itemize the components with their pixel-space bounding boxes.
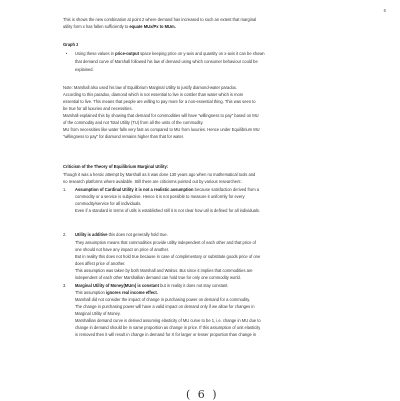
list-item-line: But in reality this does not hold true because in case of complimentary or substitute goods price of one — [75, 254, 261, 259]
paragraph-line: utility form x has fallen sufficiently to equate MUx/Px to MUm. — [63, 24, 176, 29]
note-line: Marshall explained this by showing that demand for commodities will have "willingness to pay" based on MU — [63, 113, 259, 118]
bullet-marker: • — [66, 51, 68, 56]
graph-heading: Graph 2 — [63, 42, 79, 47]
list-number: 1. — [63, 187, 67, 192]
list-item-line: Even if a standard in terms of utils is established still it is not clear how util is defined for all individuals. — [75, 208, 260, 213]
list-item-line: Marginal Utility of Money(MUm) is constant but in reality it does not stay constant. — [75, 283, 229, 288]
list-item-line: They assumption means that commodities provide utility independent of each other and that price of — [75, 240, 256, 245]
list-item-line: Marshallian demand curve is derived assuming elasticity of MU curve to be 1, i.e. change in MU due to — [75, 318, 261, 323]
list-item-line: independent of each other Marshallian demand can hold true for only one commodity world. — [75, 275, 241, 280]
bullet-line: Using these values in price-output space keeping price on y-axis and quantity on x-axis it can be shown — [75, 51, 265, 56]
list-item-line: commodity or a service is subjective. Hence it is not possible to measure it uniformly for every — [75, 194, 245, 199]
note-line: be true for all luxuries and necessities. — [63, 106, 133, 111]
intro-line: Though it was a heroic attempt by Marshall as it was done 130 years ago when no mathematical tools and — [63, 172, 256, 177]
note-line: According to this paradox, diamond which is not essential to live is costlier than water which is more — [63, 92, 244, 97]
list-item-line: commodity/service for all individuals. — [75, 201, 142, 206]
handwritten-page-number: ( 6 ) — [186, 388, 219, 401]
list-item-line: This assumption was taken by both Marshall and Walrus. But since it implies that commodities are — [75, 268, 253, 273]
note-line: "willingness to pay" for diamond remains higher than that for water. — [63, 134, 185, 139]
criticism-heading: Criticism of the Theory of Equilibrium Marginal Utility: — [63, 164, 169, 169]
list-item-line: one should not have any impact on price of another. — [75, 247, 169, 252]
list-item-line: This assumption ignores real income effect. — [75, 290, 158, 295]
note-line: MU from necessities like water falls very fast as compared to MU from luxuries. Hence under Equilibrium MU — [63, 127, 260, 132]
list-item-line: Marshall did not consider the impact of change in purchasing power on demand for a commodity. — [75, 297, 251, 302]
bullet-line: explained. — [75, 67, 94, 72]
list-item-line: change in demand should be in same proportion as change in price. If this assumption of unit elasticity — [75, 325, 261, 330]
bullet-line: that demand curve of Marshall followed his law of demand using which consumer behaviour could be — [75, 59, 258, 64]
page-number: 6 — [383, 8, 386, 13]
paragraph-line: This is shows the new combination at point 2 where demand has increased to such an extent that marginal — [63, 17, 257, 22]
list-item-line: Utility is additive this does not generally hold true. — [75, 232, 168, 237]
list-item-line: Assumption of Cardinal Utility it is not a realistic assumption because satisfaction derived from a — [75, 187, 260, 192]
list-item-line: Marginal Utility of Money. — [75, 311, 121, 316]
list-item-line: The change in purchasing power will have a valid impact on demand only if we allow for changes in — [75, 304, 255, 309]
note-line: essential to live. This means that people are willing to pay more for a non-essential thing. This was seen to — [63, 99, 256, 104]
intro-line: no research platforms where available. Still there are criticisms pointed out by various researchers: — [63, 179, 242, 184]
list-number: 3. — [63, 283, 67, 288]
note-line: of the commodity and not Total Utility (TU) from all the units of the commodity. — [63, 120, 204, 125]
list-item-line: does affect price of another. — [75, 261, 126, 266]
note-line: Note: Marshall also used his law of Equilibrium Marginal Utility to justify diamond-water paradox. — [63, 85, 238, 90]
list-item-line: is removed then it will result in change in demand for X for larger or lesser proportion than change in — [75, 332, 257, 337]
list-number: 2. — [63, 232, 67, 237]
